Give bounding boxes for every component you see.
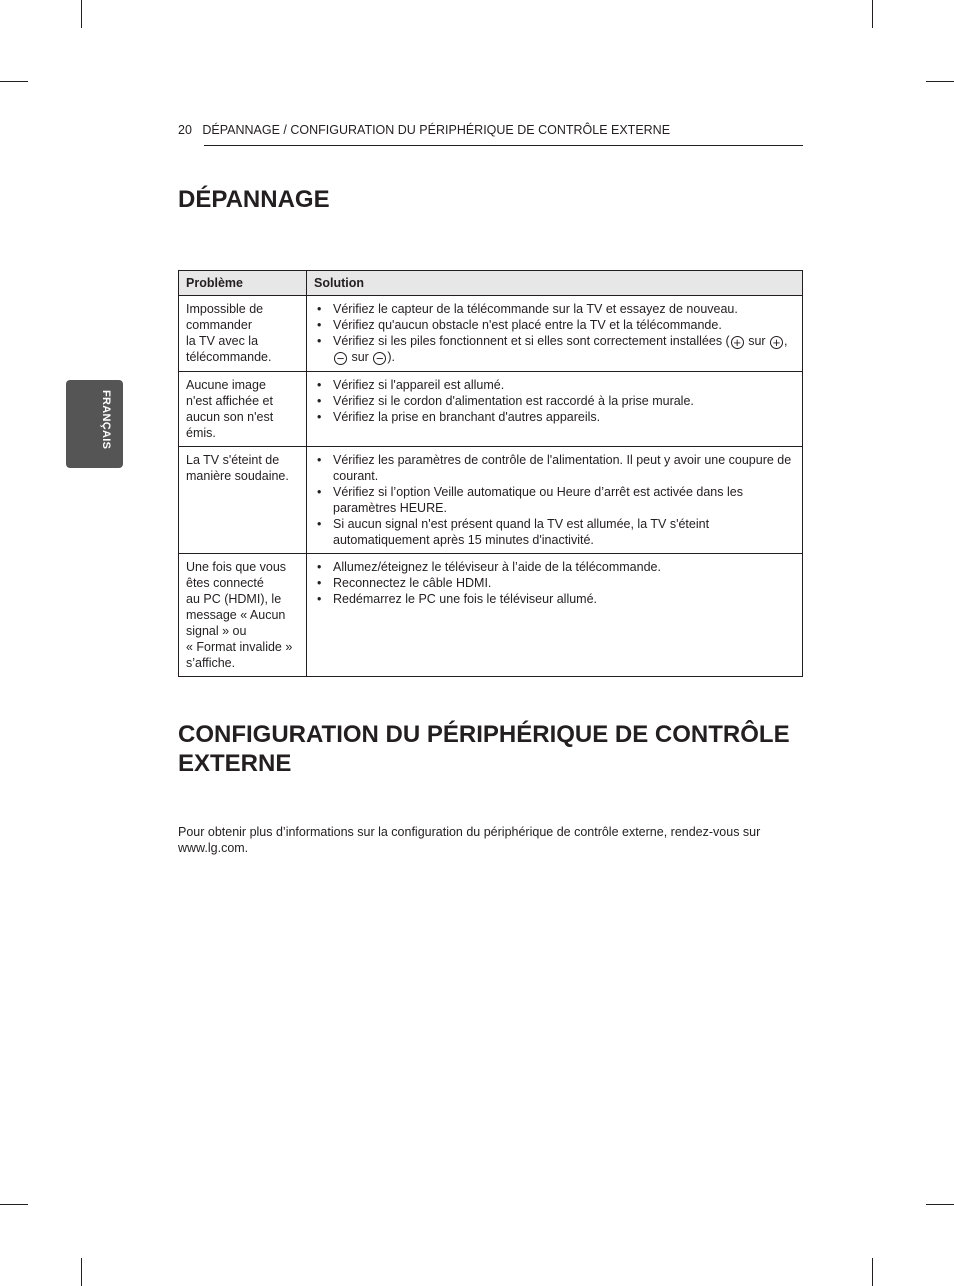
solution-text: Vérifiez si les piles fonctionnent et si elles sont correctement installées ( (333, 334, 730, 348)
problem-line: au PC (HDMI), le (186, 592, 282, 606)
solution-text: Vérifiez si le cordon d'alimentation est raccordé à la prise murale. (333, 394, 694, 408)
external-control-paragraph: Pour obtenir plus d’informations sur la configuration du périphérique de contrôle externe, rendez-vous sur www.lg.com. (178, 825, 761, 855)
solution-item (317, 452, 794, 484)
plus-circle-icon: + (731, 336, 744, 349)
problem-line: la TV avec la (186, 334, 259, 348)
running-title: DÉPANNAGE / CONFIGURATION DU PÉRIPHÉRIQUE DE CONTRÔLE EXTERNE (202, 123, 671, 137)
solution-text: Allumez/éteignez le téléviseur à l’aide de la télécommande. (333, 560, 661, 574)
problem-line: Une fois que vous (186, 560, 287, 574)
solution-text: Vérifiez les paramètres de contrôle de l'alimentation. Il peut y avoir une coupure de courant. (333, 453, 792, 483)
section-title-external-control: CONFIGURATION DU PÉRIPHÉRIQUE DE CONTRÔLE EXTERNE (178, 721, 790, 777)
problem-line: manière soudaine. (186, 469, 289, 483)
problem-cell (179, 296, 307, 372)
problem-line: n'est affichée et (186, 394, 273, 408)
solution-text: Vérifiez si l’option Veille automatique ou Heure d’arrêt est activée dans les paramètres HEURE. (333, 485, 743, 515)
table-row (179, 447, 803, 554)
solution-item (317, 377, 794, 393)
problem-line: aucun son n'est (186, 410, 274, 424)
bullet: • (317, 453, 322, 467)
bullet: • (317, 318, 322, 332)
problem-line: Impossible de (186, 302, 264, 316)
crop-mark (0, 81, 28, 82)
bullet: • (317, 485, 322, 499)
problem-line: « Format invalide » (186, 640, 293, 654)
problem-line: êtes connecté (186, 576, 264, 590)
bullet: • (317, 576, 322, 590)
problem-cell (179, 447, 307, 554)
problem-line: Aucune image (186, 378, 266, 392)
language-tab (66, 380, 123, 468)
bullet: • (317, 378, 322, 392)
problem-line: La TV s'éteint de (186, 453, 280, 467)
solution-item (317, 484, 794, 516)
solution-item (317, 301, 794, 317)
bullet: • (317, 394, 322, 408)
solution-item (317, 317, 794, 333)
solution-list (317, 377, 794, 425)
solution-text: ). (387, 350, 395, 364)
solution-text: Redémarrez le PC une fois le téléviseur allumé. (333, 592, 598, 606)
solution-text: Reconnectez le câble HDMI. (333, 576, 492, 590)
column-header-solution: Solution (307, 271, 803, 296)
solution-text: sur (744, 334, 770, 348)
table-header-row (179, 271, 803, 296)
crop-mark (872, 1258, 873, 1286)
minus-circle-icon: − (373, 352, 386, 365)
solution-item (317, 516, 794, 548)
solution-item (317, 409, 794, 425)
solution-text: Vérifiez si l'appareil est allumé. (333, 378, 505, 392)
table-row (179, 372, 803, 447)
problem-line: commander (186, 318, 252, 332)
solution-item (317, 559, 794, 575)
bullet: • (317, 410, 322, 424)
header-rule-gap (178, 144, 204, 147)
solution-cell (307, 447, 803, 554)
bullet: • (317, 560, 322, 574)
bullet: • (317, 517, 322, 531)
column-header-problem: Problème (179, 271, 307, 296)
bullet: • (317, 592, 322, 606)
solution-text: Si aucun signal n'est présent quand la TV est allumée, la TV s'éteint automatiquement après 15 minutes d'inactivité. (333, 517, 710, 547)
crop-mark (0, 1204, 28, 1205)
solution-cell (307, 296, 803, 372)
solution-text: Vérifiez qu'aucun obstacle n'est placé entre la TV et la télécommande. (333, 318, 722, 332)
troubleshooting-table (178, 270, 803, 677)
minus-circle-icon: − (334, 352, 347, 365)
problem-line: télécommande. (186, 350, 272, 364)
crop-mark (926, 1204, 954, 1205)
problem-line: message « Aucun (186, 608, 286, 622)
solution-item (317, 393, 794, 409)
section-title-troubleshooting: DÉPANNAGE (178, 186, 330, 213)
solution-item (317, 575, 794, 591)
running-header (178, 123, 803, 146)
crop-mark (926, 81, 954, 82)
solution-item-battery (317, 333, 794, 365)
crop-mark (81, 0, 82, 28)
bullet: • (317, 302, 322, 316)
solution-text: Vérifiez le capteur de la télécommande sur la TV et essayez de nouveau. (333, 302, 738, 316)
table-row (179, 296, 803, 372)
solution-list (317, 452, 794, 548)
problem-cell (179, 372, 307, 447)
solution-text: , (784, 334, 788, 348)
solution-text: sur (348, 350, 373, 364)
table-row (179, 554, 803, 677)
bullet: • (317, 334, 322, 348)
problem-cell (179, 554, 307, 677)
solution-list (317, 301, 794, 365)
solution-cell (307, 554, 803, 677)
problem-line: émis. (186, 426, 216, 440)
plus-circle-icon: + (770, 336, 783, 349)
problem-line: signal » ou (186, 624, 247, 638)
problem-line: s’affiche. (186, 656, 236, 670)
solution-cell (307, 372, 803, 447)
page-number: 20 (178, 123, 192, 137)
solution-list (317, 559, 794, 607)
solution-text: Vérifiez la prise en branchant d'autres appareils. (333, 410, 601, 424)
language-tab-label: FRANÇAIS (100, 390, 112, 450)
solution-item (317, 591, 794, 607)
crop-mark (872, 0, 873, 28)
crop-mark (81, 1258, 82, 1286)
